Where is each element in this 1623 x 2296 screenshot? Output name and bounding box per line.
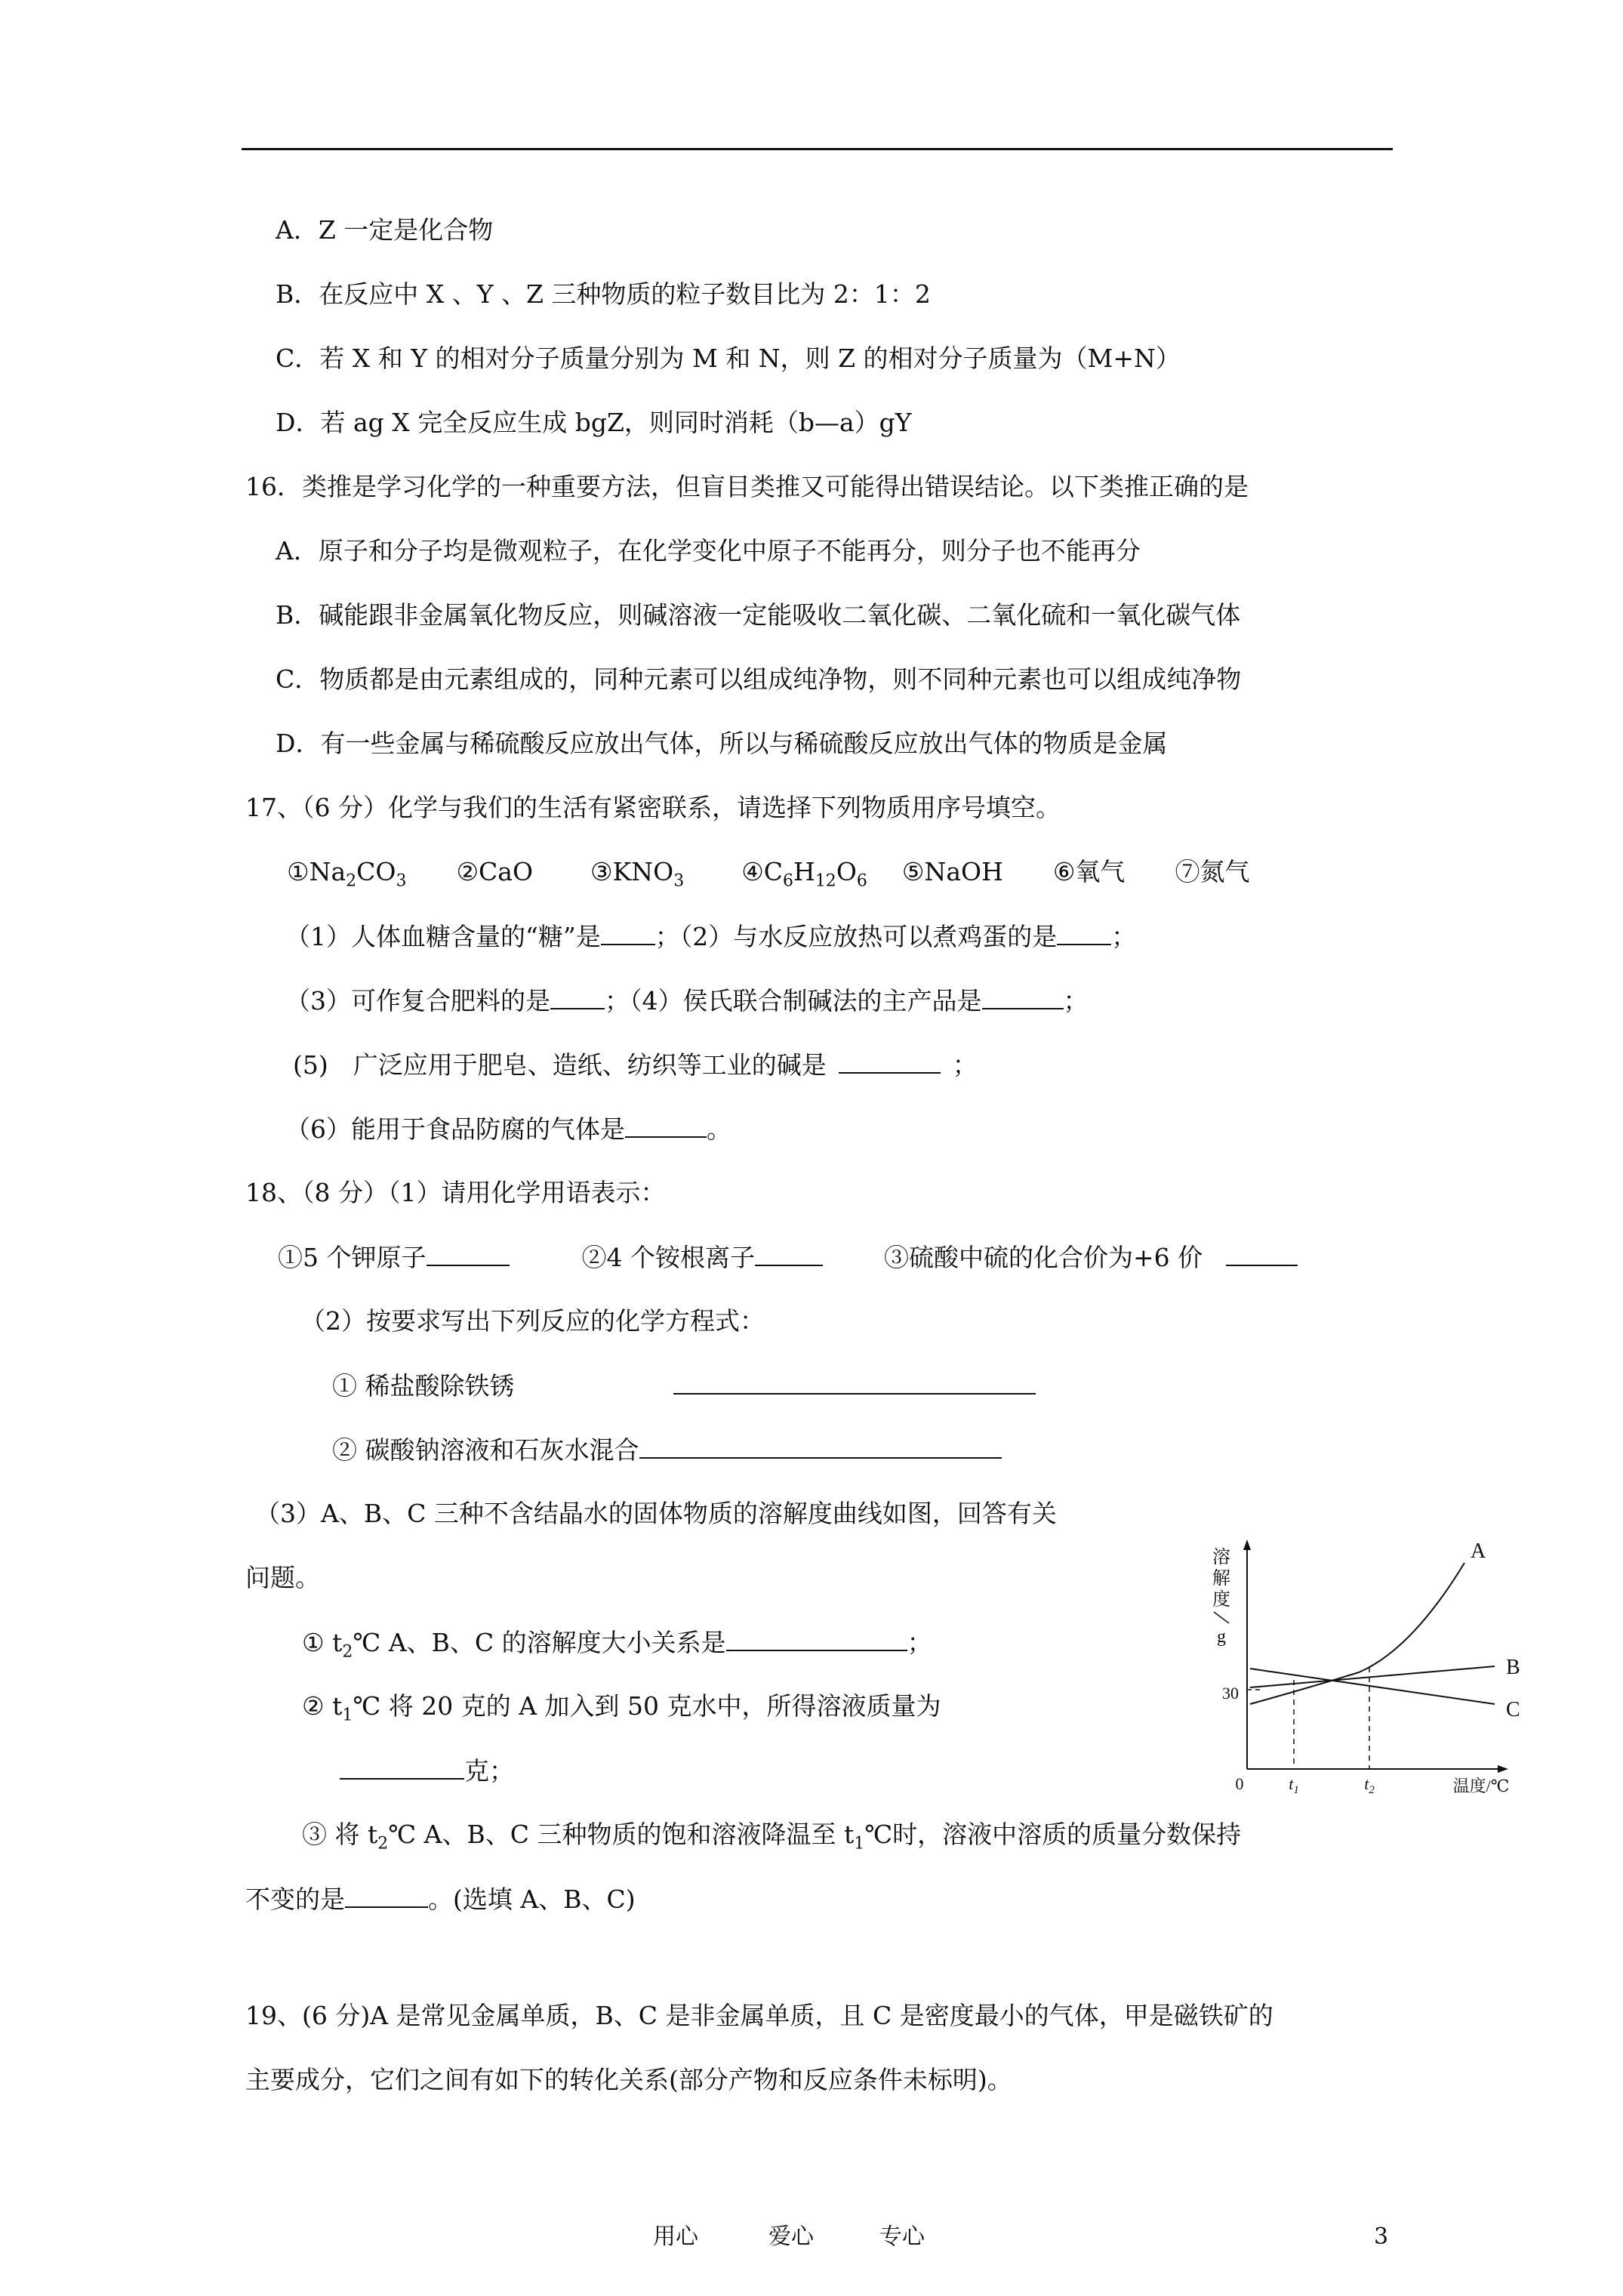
substance-6: ⑥氧气: [1052, 857, 1126, 886]
svg-text:度: 度: [1212, 1590, 1230, 1610]
q18-sub-question-1: ① $t_2℃$ A、B、C 的溶解度大小关系是 ；: [302, 1628, 932, 1662]
q18-sub-question-3-line-2: 不变的是 。(选填 A、B、C): [245, 1885, 636, 1914]
q18-part-3-line-1: （3）A、B、C 三种不含结晶水的固体物质的溶解度曲线如图，回答有关: [255, 1499, 1057, 1528]
q19-line-1: 19、(6 分)A 是常见金属单质，B、C 是非金属单质，且 C 是密度最小的气体，甲是磁铁矿的: [245, 2001, 1273, 2030]
q18-items: ①5 个钾原子 ②4 个铵根离子 ③硫酸中硫的化合价为+6 价: [278, 1242, 1298, 1273]
substance-3: $③KNO_3$: [590, 857, 685, 891]
x-axis-label: 温度/℃: [1452, 1777, 1510, 1795]
footer-word-3: 专心: [879, 2224, 925, 2250]
substance-2: ②CaO: [456, 857, 534, 886]
answer-blank-13[interactable]: [340, 1755, 464, 1780]
header-rule: [242, 148, 1393, 150]
q17-part-5: (5) 广泛应用于肥皂、造纸、纺织等工业的碱是 ；: [293, 1050, 978, 1080]
answer-blank-5[interactable]: [839, 1049, 941, 1074]
q18-sub-question-3: ③ 将 $t_2℃$ A、B、C 三种物质的饱和溶液降温至 $t_1℃$时，溶液中溶质的质量分数保持: [302, 1820, 1242, 1854]
q18-equation-1: ① 稀盐酸除铁锈: [332, 1370, 1036, 1401]
q16-option-b: B．碱能跟非金属氧化物反应，则碱溶液一定能吸收二氧化碳、二氧化硫和一氧化碳气体: [276, 600, 1241, 630]
y-axis-label: [1212, 1547, 1230, 1647]
q16-stem: 16．类推是学习化学的一种重要方法，但盲目类推又可能得出错误结论。以下类推正确的是: [245, 472, 1249, 501]
answer-blank-12[interactable]: [726, 1627, 907, 1651]
t2-label: $t_2$: [1364, 1774, 1375, 1796]
q18-part-3-line-2: 问题。: [245, 1563, 320, 1592]
curve-c: [1250, 1669, 1495, 1704]
q17-stem: 17、（6 分）化学与我们的生活有紧密联系，请选择下列物质用序号填空。: [245, 793, 1061, 822]
q15-option-c: C．若 X 和 Y 的相对分子质量分别为 M 和 N，则 Z 的相对分子质量为（M+N）: [276, 344, 1181, 373]
answer-blank-14[interactable]: [345, 1884, 428, 1908]
footer-word-2: 爱心: [768, 2224, 814, 2250]
y-axis-arrow: [1243, 1539, 1251, 1550]
y-tick-30: 30: [1222, 1684, 1239, 1703]
curve-a: [1250, 1563, 1464, 1704]
svg-text:解: 解: [1212, 1569, 1230, 1589]
page-number: 3: [1374, 2224, 1389, 2250]
substance-1: $①Na_2CO_3$: [287, 857, 407, 891]
curve-b: [1250, 1666, 1495, 1687]
answer-blank-8[interactable]: [755, 1242, 823, 1266]
solubility-curve-figure: [1200, 1529, 1532, 1808]
svg-text:溶: 溶: [1212, 1548, 1230, 1567]
q18-stem: 18、（8 分）（1）请用化学用语表示：: [245, 1178, 666, 1207]
q16-option-a: A．原子和分子均是微观粒子，在化学变化中原子不能再分，则分子也不能再分: [276, 536, 1141, 566]
answer-blank-7[interactable]: [427, 1242, 510, 1266]
answer-blank-11[interactable]: [639, 1435, 1002, 1459]
substance-4: $④C_6H_{12}O_6$: [741, 857, 867, 891]
footer-word-1: 用心: [653, 2224, 698, 2250]
q15-option-a: A．Z 一定是化合物: [276, 215, 494, 245]
curve-a-label: A: [1471, 1539, 1486, 1563]
q17-part-6: （6）能用于食品防腐的气体是 。: [285, 1114, 731, 1144]
q19-line-2: 主要成分，它们之间有如下的转化关系(部分产物和反应条件未标明)。: [245, 2065, 1012, 2094]
curve-c-label: C: [1506, 1698, 1520, 1721]
q17-parts-1-2: （1）人体血糖含量的“糖”是 ；（2）与水反应放热可以煮鸡蛋的是 ；: [285, 922, 1137, 951]
q17-parts-3-4: （3）可作复合肥料的是 ；（4）侯氏联合制碱法的主产品是 ；: [285, 986, 1089, 1015]
q16-option-c: C．物质都是由元素组成的，同种元素可以组成纯净物，则不同种元素也可以组成纯净物: [276, 664, 1242, 694]
substance-5: ⑤NaOH: [901, 857, 1003, 886]
origin-label: 0: [1235, 1774, 1244, 1793]
q18-part-2: （2）按要求写出下列反应的化学方程式：: [300, 1306, 765, 1336]
x-axis-arrow: [1498, 1765, 1508, 1773]
q17-substance-list: [287, 857, 1249, 897]
q15-option-d: D．若 ag X 完全反应生成 bgZ，则同时消耗（b—a）gY: [276, 408, 912, 437]
q16-option-d: D．有一些金属与稀硫酸反应放出气体，所以与稀硫酸反应放出气体的物质是金属: [276, 729, 1168, 758]
answer-blank-2[interactable]: [1057, 921, 1111, 945]
answer-blank-3[interactable]: [550, 985, 605, 1009]
answer-blank-10[interactable]: [673, 1370, 1036, 1395]
q18-sub-question-2-blank: 克；: [340, 1755, 514, 1786]
answer-blank-6[interactable]: [625, 1114, 707, 1138]
q18-sub-question-2: ② $t_1℃$ 将 20 克的 A 加入到 50 克水中，所得溶液质量为: [302, 1691, 941, 1725]
q15-option-b: B．在反应中 X 、Y 、Z 三种物质的粒子数目比为 2：1：2: [276, 279, 931, 309]
answer-blank-4[interactable]: [982, 985, 1064, 1009]
answer-blank-1[interactable]: [601, 921, 655, 945]
t1-label: $t_1$: [1289, 1774, 1299, 1796]
answer-blank-9[interactable]: [1226, 1242, 1298, 1266]
svg-text:g: g: [1217, 1627, 1226, 1647]
curve-b-label: B: [1506, 1656, 1520, 1679]
q18-equation-2: ② 碳酸钠溶液和石灰水混合: [332, 1435, 1002, 1465]
substance-7: ⑦氮气: [1175, 857, 1250, 886]
